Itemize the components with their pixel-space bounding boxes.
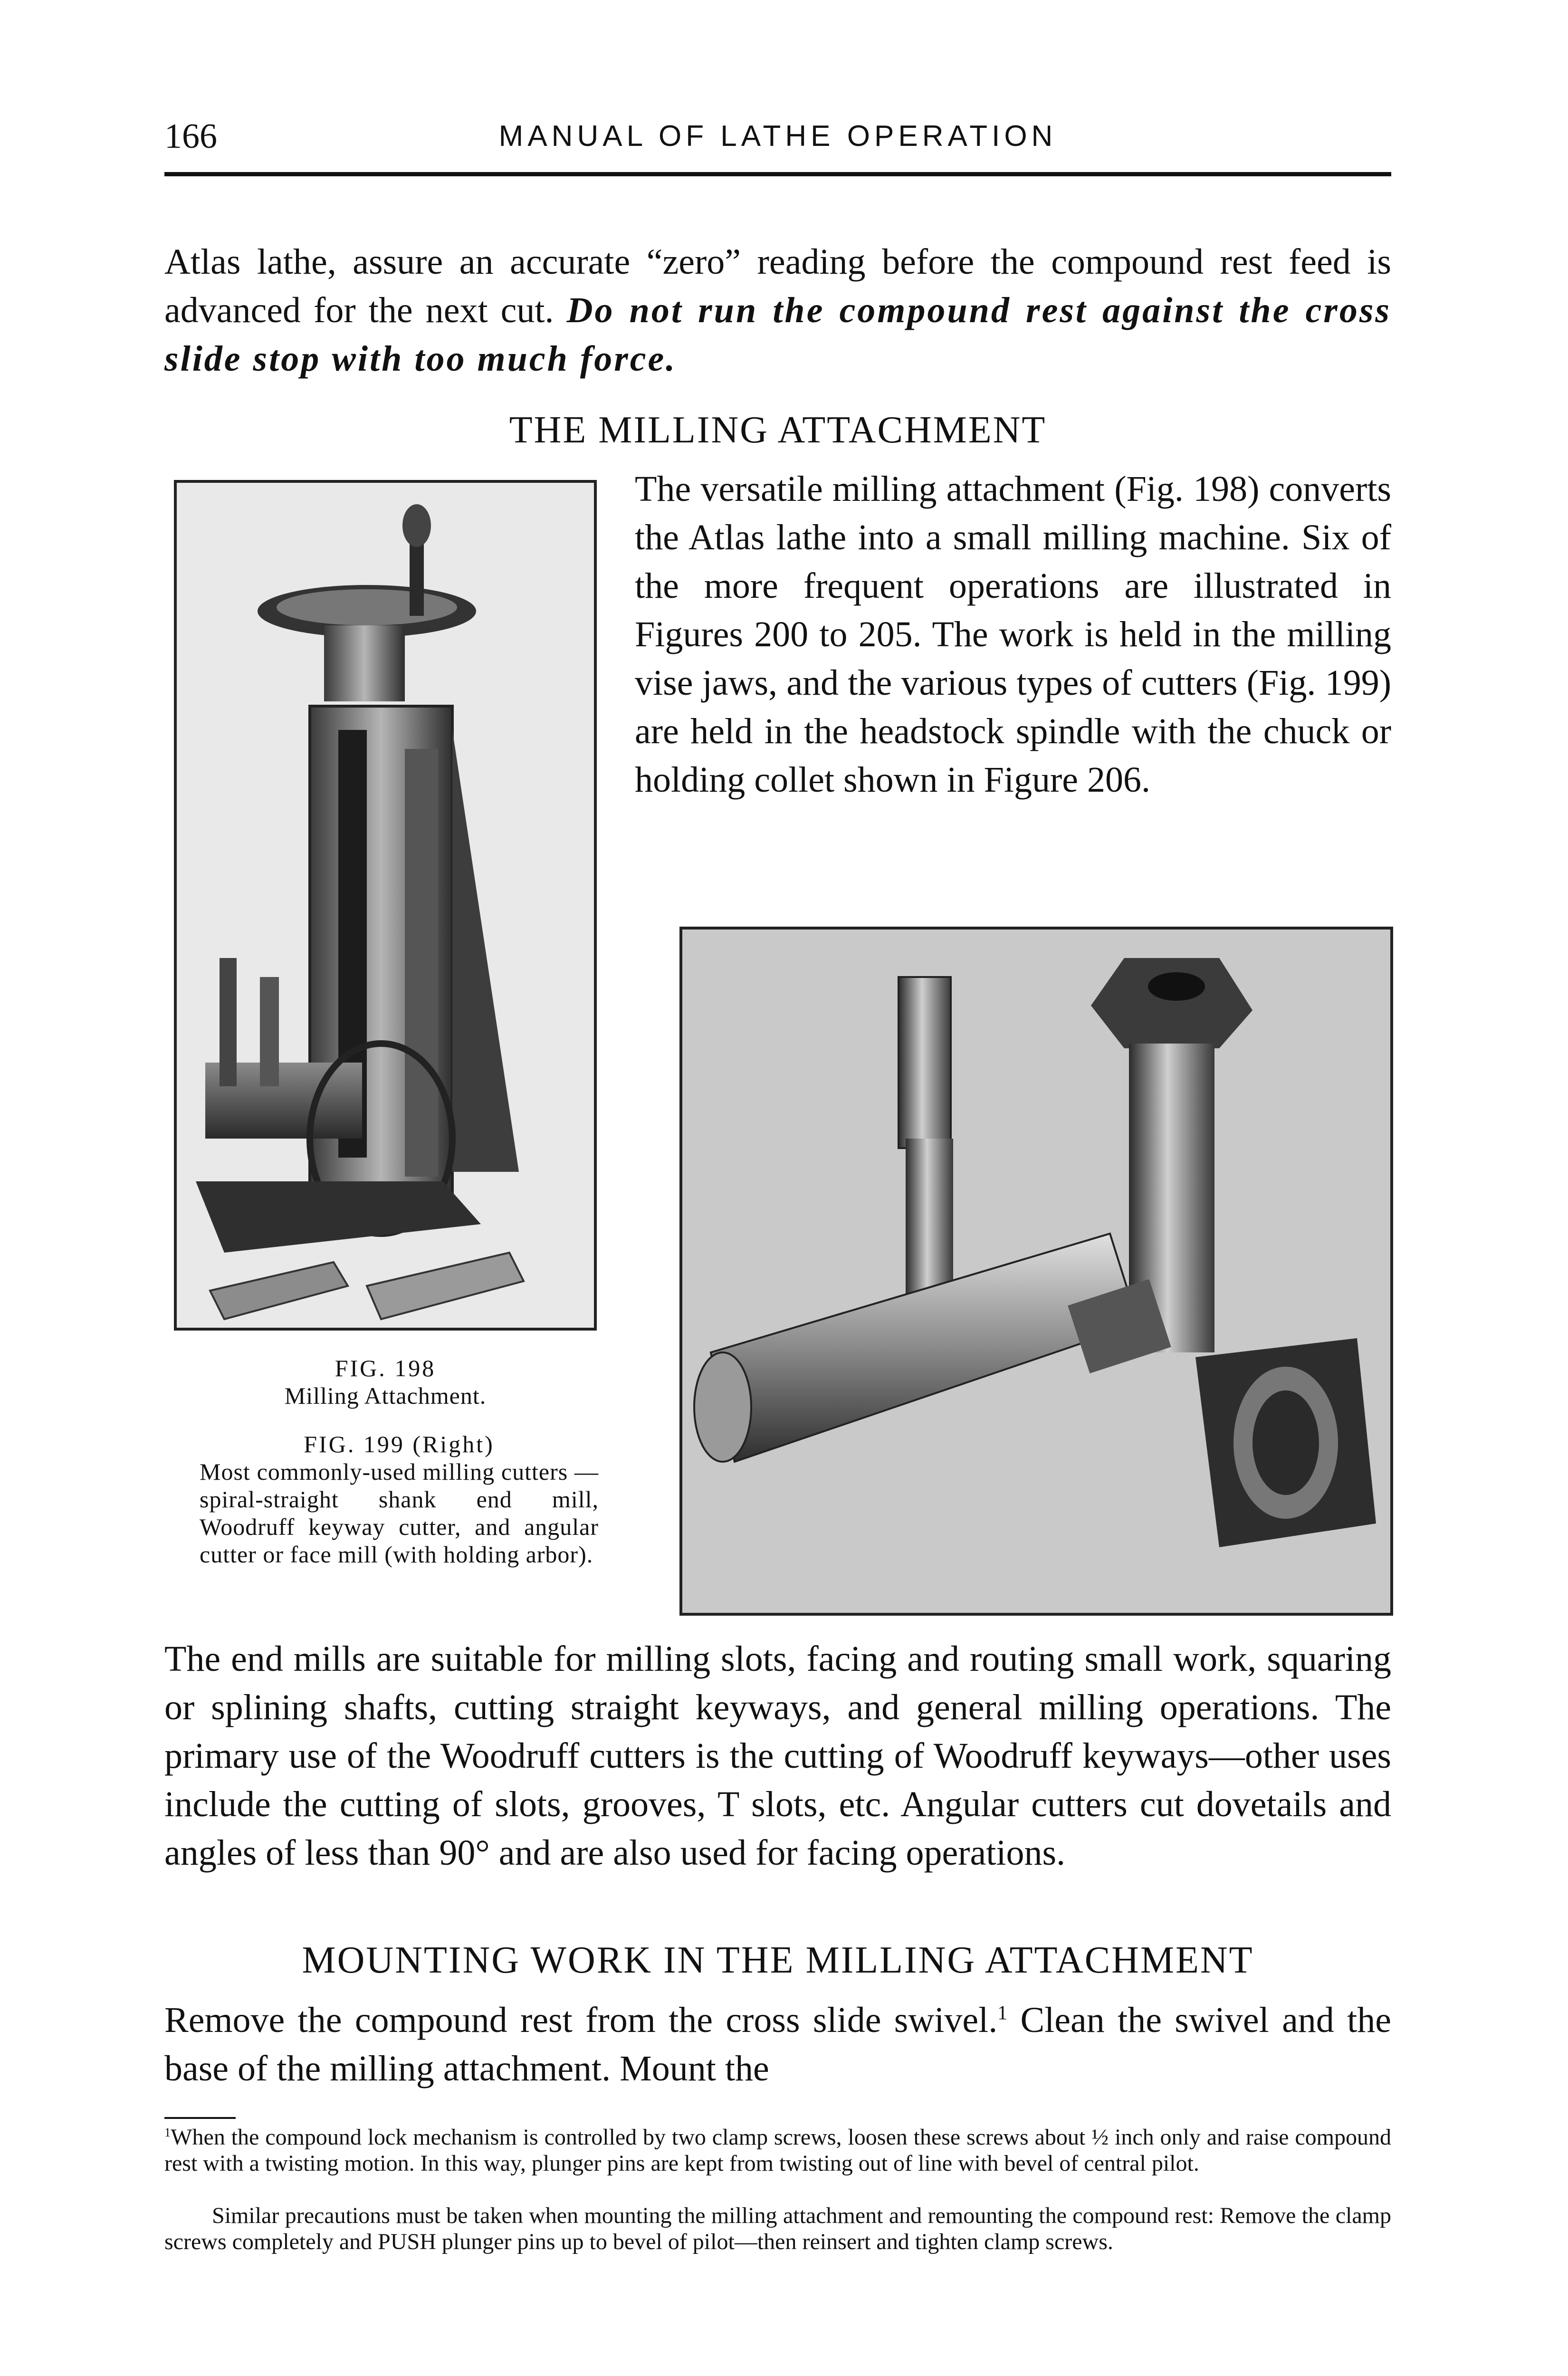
footnote-reference: 1: [997, 2002, 1008, 2024]
end-mills-paragraph: The end mills are suitable for milling slots, facing and routing small work, squaring or splining shafts, cutting straight keyways, and general milling operations. The primary use of the Woodruff cutters is the cutting of Woodruff keyways—other uses include the cutting of slots, grooves, T slots, etc. Angular cutters cut dovetails and angles of less than 90° and are also used for facing operations.: [164, 1639, 1391, 1873]
figure-198-image: [174, 480, 597, 1331]
intro-paragraph: [164, 238, 1391, 383]
figure-199-caption-text: Most commonly-used milling cutters — spiral-straight shank end mill, Woodruff keyway cutter, and angular cutter or face mill (with holding arbor).: [200, 1458, 599, 1568]
section-heading-mounting-work: MOUNTING WORK IN THE MILLING ATTACHMENT: [302, 1939, 1254, 1981]
mounting-text-start: Remove the compound rest from the cross slide swivel.: [164, 2000, 998, 2040]
figure-198-caption-text: Milling Attachment.: [284, 1382, 487, 1409]
mounting-text-end: Clean the swivel and the base of the milling attachment. Mount the: [164, 2000, 1392, 2089]
footnote-1: [164, 2124, 1391, 2176]
intro-emphasis: Do not run the compound rest against the cross slide stop with too much force.: [164, 290, 1391, 379]
page-number: 166: [164, 117, 217, 156]
running-header: [164, 110, 1391, 176]
figure-199-caption: [200, 1430, 599, 1568]
section-heading-milling-attachment: THE MILLING ATTACHMENT: [509, 409, 1047, 451]
milling-attachment-illustration: [177, 483, 594, 1328]
milling-cutters-illustration: [682, 929, 1390, 1613]
running-title: MANUAL OF LATHE OPERATION: [498, 120, 1057, 153]
milling-attachment-paragraph: The versatile milling attachment (Fig. 198) converts the Atlas lathe into a small milling machine. Six of the more frequent operations are illustrated in Figures 200 to 205. The work is held in the milling vise jaws, and the various types of cutters (Fig. 199) are held in the headstock spindle with the chuck or holding collet shown in Figure 206.: [635, 469, 1391, 800]
footnote-rule: [164, 2117, 236, 2119]
figure-198-caption: [174, 1354, 597, 1409]
footnote-1-text: When the compound lock mechanism is controlled by two clamp screws, loosen these screws about ½ inch only and raise compound rest with a twisting motion. In this way, plunger pins are kept from twisting out of line with bevel of central pilot.: [164, 2125, 1391, 2176]
figure-199-label: FIG. 199 (Right): [304, 1431, 495, 1457]
intro-text: Atlas lathe, assure an accurate “zero” reading before the compound rest feed is advanced for the next cut.: [164, 242, 1391, 330]
footnote-2: Similar precautions must be taken when mounting the milling attachment and remounting the compound rest: Remove the clamp screws completely and PUSH plunger pins up to bevel of pilot—then reinsert and tighten clamp screws.: [164, 2203, 1391, 2254]
figure-199-image: [679, 927, 1393, 1616]
figure-198-label: FIG. 198: [335, 1355, 436, 1381]
mounting-paragraph: [164, 1996, 1391, 2093]
footnote-marker: 1: [164, 2125, 171, 2139]
